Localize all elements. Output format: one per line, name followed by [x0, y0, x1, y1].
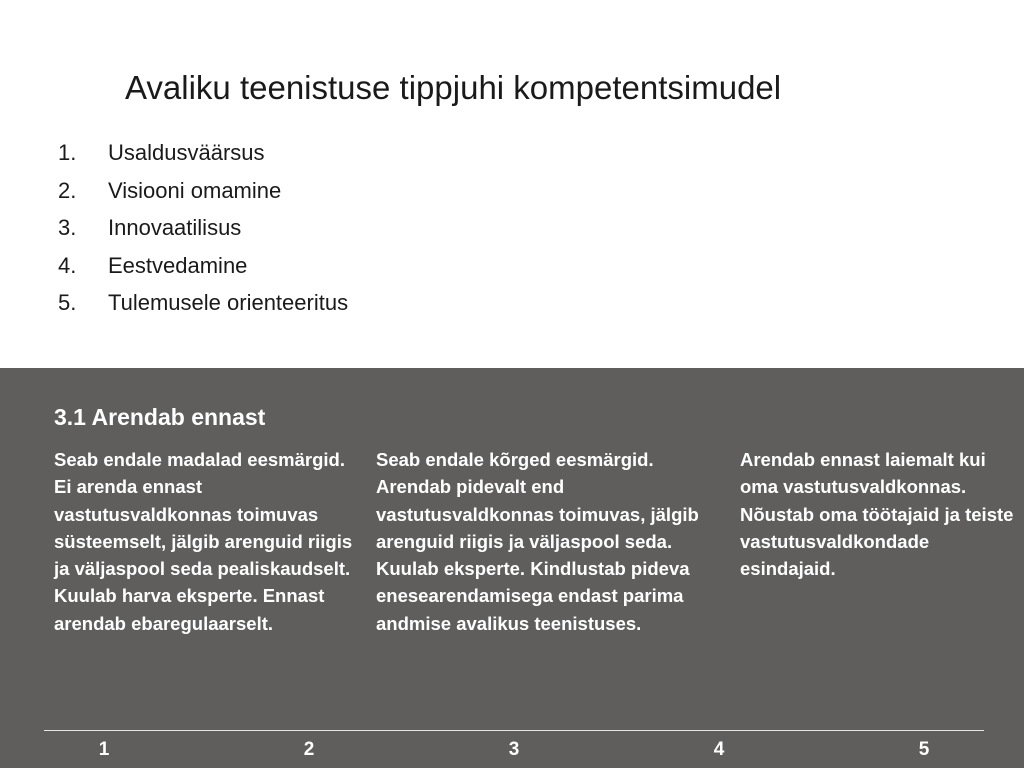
list-number: 4.: [58, 252, 77, 278]
list-label: Usaldusväärsus: [108, 140, 265, 165]
scale-number-3: 3: [508, 739, 520, 760]
list-number: 2.: [58, 177, 77, 203]
list-item: [58, 174, 348, 212]
competency-detail-panel: [0, 368, 1024, 768]
list-number: 5.: [58, 290, 77, 315]
list-item: [58, 211, 348, 249]
level-description-mid: Seab endale kõrged eesmärgid. Arendab pidevalt end vastutusvaldkonnas toimuvas, jälgib arenguid riigis ja väljaspool seda. Kuulab eksperte. Kindlustab pideva enesearendamisega endast parima andmise avalikus teenistuses.: [376, 449, 699, 634]
slide-title: Avaliku teenistuse tippjuhi kompetentsimudel: [125, 69, 782, 106]
list-number: 1.: [58, 140, 77, 165]
scale-number-2: 2: [303, 739, 315, 760]
list-item: [58, 136, 348, 174]
scale-divider: [44, 730, 984, 731]
level-description-high: Arendab ennast laiemalt kui oma vastutusvaldkonnas. Nõustab oma töötajaid ja teiste vastutusvaldkondade esindajaid.: [740, 449, 1014, 580]
list-number: 3.: [58, 215, 77, 240]
list-item: [58, 249, 348, 287]
list-label: Innovaatilisus: [108, 215, 242, 240]
list-label: Visiooni omamine: [108, 177, 282, 203]
competency-list: [58, 136, 348, 324]
list-label: Eestvedamine: [108, 252, 248, 278]
list-label: Tulemusele orienteeritus: [108, 290, 349, 315]
section-title: 3.1 Arendab ennast: [54, 404, 266, 430]
scale-number-1: 1: [98, 739, 110, 760]
scale-number-5: 5: [918, 739, 930, 760]
scale-number-4: 4: [713, 739, 725, 760]
list-item: [58, 286, 348, 324]
level-description-low: Seab endale madalad eesmärgid. Ei arenda ennast vastutusvaldkonnas toimuvas süsteemselt, jälgib arenguid riigis ja väljaspool seda pealiskaudselt. Kuulab harva eksperte. Ennast arendab ebaregulaarselt.: [54, 449, 353, 634]
